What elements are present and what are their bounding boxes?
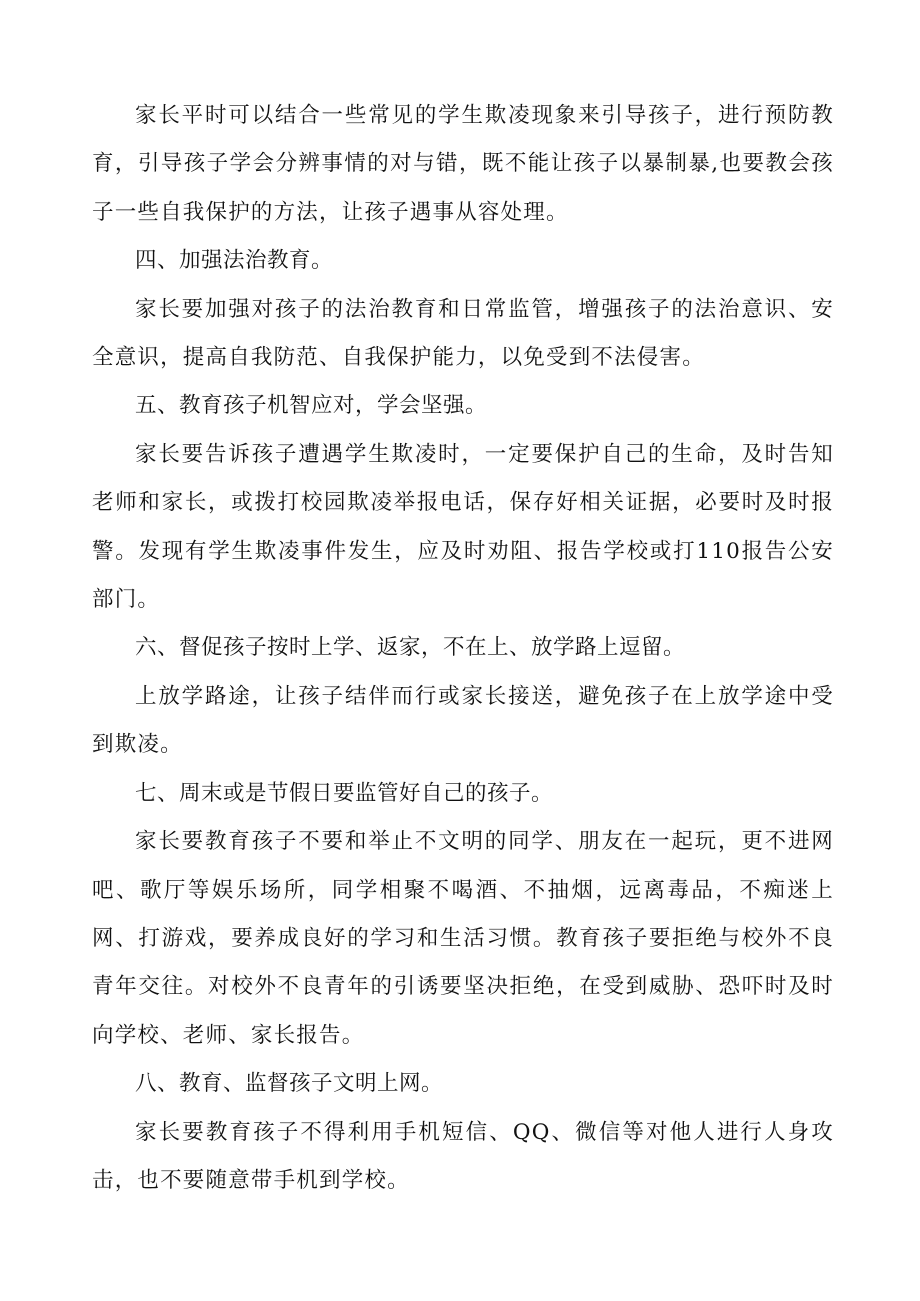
- section-heading-5: 五、教育孩子机智应对，学会坚强。: [135, 393, 488, 419]
- section-heading-4: 四、加强法治教育。: [135, 248, 334, 274]
- paragraph-commute: 上放学路途，让孩子结伴而行或家长接送，避免孩子在上放学途中受到欺凌。: [92, 683, 834, 758]
- section-heading-8: 八、教育、监督孩子文明上网。: [135, 1071, 444, 1097]
- paragraph-weekend-supervision: 家长要教育孩子不要和举止不文明的同学、朋友在一起玩，更不进网吧、歌厅等娱乐场所，同学相聚不喝酒、不抽烟，远离毒品，不痴迷上网、打游戏，要养成良好的学习和生活习惯。教育孩子要拒绝与校外不良青年交往。对校外不良青年的引诱要坚决拒绝，在受到威胁、恐吓时及时向学校、老师、家长报告。: [92, 829, 834, 1048]
- document-page: [92, 92, 834, 1205]
- paragraph-legal-education: 家长要加强对孩子的法治教育和日常监管，增强孩子的法治意识、安全意识，提高自我防范、自我保护能力，以免受到不法侵害。: [92, 296, 834, 371]
- paragraph-respond-wisely: 家长要告诉孩子遭遇学生欺凌时，一定要保护自己的生命，及时告知老师和家长，或拨打校园欺凌举报电话，保存好相关证据，必要时及时报警。发现有学生欺凌事件发生，应及时劝阻、报告学校或打110报告公安部门。: [92, 441, 834, 613]
- section-heading-7: 七、周末或是节假日要监管好自己的孩子。: [135, 780, 554, 806]
- section-heading-6: 六、督促孩子按时上学、返家，不在上、放学路上逗留。: [135, 635, 686, 661]
- paragraph-internet-use: 家长要教育孩子不得利用手机短信、QQ、微信等对他人进行人身攻击，也不要随意带手机到学校。: [92, 1119, 834, 1193]
- paragraph-guidance: 家长平时可以结合一些常见的学生欺凌现象来引导孩子，进行预防教育，引导孩子学会分辨事情的对与错，既不能让孩子以暴制暴,也要教会孩子一些自我保护的方法，让孩子遇事从容处理。: [92, 103, 834, 225]
